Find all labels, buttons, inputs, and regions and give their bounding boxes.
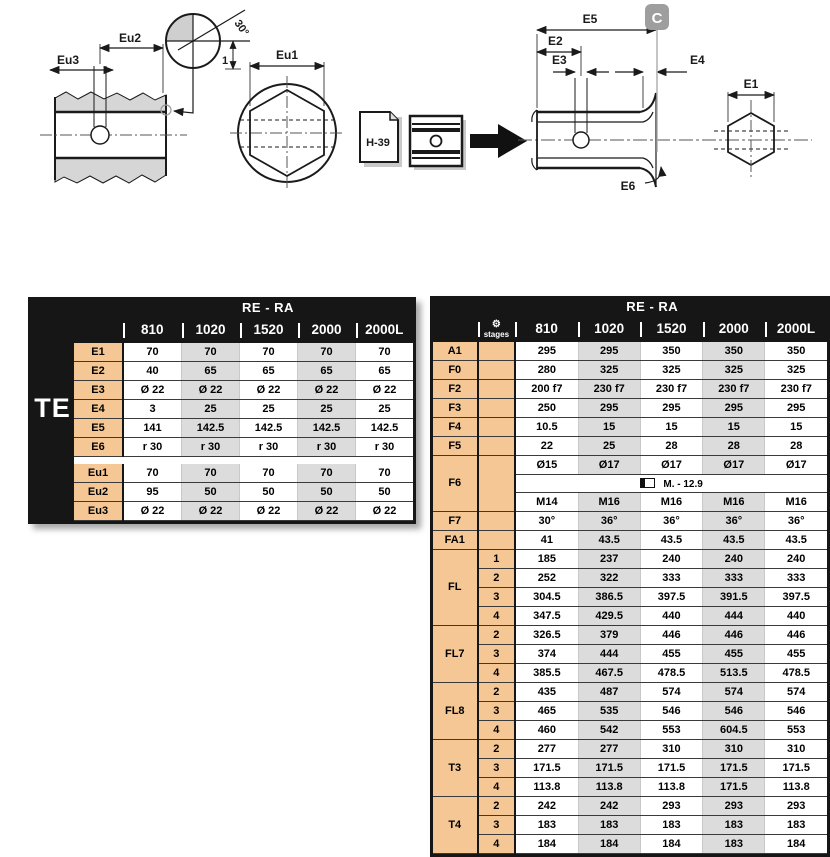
value-cell: Ø 22	[123, 502, 182, 521]
value-cell: 446	[640, 626, 702, 645]
row-label: E3	[74, 381, 123, 400]
value-cell: 43.5	[578, 531, 640, 550]
value-cell: 65	[240, 362, 298, 381]
value-cell: 513.5	[703, 664, 765, 683]
value-cell: 70	[123, 343, 182, 362]
value-cell: 240	[640, 550, 702, 569]
value-cell: 325	[640, 361, 702, 380]
dim-label-eu1: Eu1	[275, 48, 299, 62]
value-cell: 171.5	[578, 759, 640, 778]
dim-label-depth: 1	[222, 55, 229, 67]
value-cell: 41	[515, 531, 578, 550]
separator-row	[74, 457, 413, 465]
value-cell: 43.5	[703, 531, 765, 550]
value-cell: 36°	[703, 512, 765, 531]
value-cell: 10.5	[515, 418, 578, 437]
value-cell: M16	[703, 493, 765, 512]
value-cell: Ø17	[703, 456, 765, 475]
stage-cell: 2	[478, 797, 516, 816]
value-cell: 113.8	[765, 778, 827, 797]
header-spacer	[433, 316, 478, 342]
value-cell: 310	[765, 740, 827, 759]
screw-icon	[640, 478, 655, 488]
value-cell: 15	[640, 418, 702, 437]
column-header: 2000L	[356, 317, 414, 343]
value-cell: 455	[703, 645, 765, 664]
column-header: 1520	[240, 317, 298, 343]
value-cell: 28	[703, 437, 765, 456]
value-cell: 295	[578, 342, 640, 361]
value-cell: Ø17	[578, 456, 640, 475]
value-cell: 440	[765, 607, 827, 626]
value-cell: 43.5	[640, 531, 702, 550]
stage-cell: 4	[478, 778, 516, 797]
row-label: E2	[74, 362, 123, 381]
stage-cell: 3	[478, 759, 516, 778]
value-cell: 28	[765, 437, 827, 456]
value-cell: 70	[298, 464, 356, 483]
value-cell: 333	[703, 569, 765, 588]
value-cell: 325	[578, 361, 640, 380]
te-group-label: TE	[31, 297, 74, 521]
value-cell: 574	[703, 683, 765, 702]
value-cell: 280	[515, 361, 578, 380]
row-group-label: F3	[433, 399, 478, 418]
value-cell: 379	[578, 626, 640, 645]
value-cell: 325	[765, 361, 827, 380]
value-cell: 322	[578, 569, 640, 588]
screw-spec-text: M. - 12.9	[663, 478, 703, 490]
value-cell: Ø 22	[298, 502, 356, 521]
value-cell: 230 f7	[578, 380, 640, 399]
value-cell: r 30	[182, 438, 240, 457]
page-reference-label: H-39	[366, 137, 390, 149]
value-cell: 310	[640, 740, 702, 759]
row-group-label: FL8	[433, 683, 478, 740]
column-header: 2000	[703, 316, 765, 342]
value-cell: 70	[356, 343, 414, 362]
value-cell: 310	[703, 740, 765, 759]
value-cell: 326.5	[515, 626, 578, 645]
technical-diagram	[0, 0, 830, 240]
value-cell: 184	[578, 835, 640, 854]
value-cell: 435	[515, 683, 578, 702]
value-cell: 230 f7	[703, 380, 765, 399]
value-cell: 70	[240, 343, 298, 362]
value-cell: 30°	[515, 512, 578, 531]
value-cell: 113.8	[578, 778, 640, 797]
value-cell: 50	[240, 483, 298, 502]
dim-label-angle: 30°	[231, 17, 251, 39]
header-spacer	[74, 297, 123, 317]
value-cell: M14	[515, 493, 578, 512]
value-cell: Ø 22	[123, 381, 182, 400]
value-cell: 15	[703, 418, 765, 437]
stage-cell: 4	[478, 721, 516, 740]
value-cell: Ø 22	[356, 502, 414, 521]
value-cell: 200 f7	[515, 380, 578, 399]
column-header: 2000	[298, 317, 356, 343]
value-cell: 385.5	[515, 664, 578, 683]
value-cell: 397.5	[765, 588, 827, 607]
dim-label-e3: E3	[552, 53, 567, 67]
value-cell: 574	[640, 683, 702, 702]
value-cell: 553	[765, 721, 827, 740]
value-cell: 171.5	[703, 778, 765, 797]
stage-cell: 3	[478, 702, 516, 721]
row-group-label: F7	[433, 512, 478, 531]
stage-cell	[478, 399, 516, 418]
row-group-label: T3	[433, 740, 478, 797]
value-cell: 465	[515, 702, 578, 721]
value-cell: 40	[123, 362, 182, 381]
value-cell: 293	[765, 797, 827, 816]
value-cell: M16	[578, 493, 640, 512]
row-group-label: FL7	[433, 626, 478, 683]
bushing-block-icon	[410, 116, 466, 170]
value-cell: 70	[182, 343, 240, 362]
value-cell: 242	[578, 797, 640, 816]
value-cell: 293	[703, 797, 765, 816]
value-cell: 230 f7	[765, 380, 827, 399]
value-cell: 25	[182, 400, 240, 419]
value-cell: 15	[578, 418, 640, 437]
value-cell: 65	[356, 362, 414, 381]
dim-label-e6: E6	[620, 179, 636, 193]
value-cell: Ø15	[515, 456, 578, 475]
value-cell: 553	[640, 721, 702, 740]
value-cell: 25	[240, 400, 298, 419]
stages-label: stages	[483, 329, 510, 339]
stage-cell	[478, 380, 516, 399]
value-cell: r 30	[356, 438, 414, 457]
value-cell: 250	[515, 399, 578, 418]
value-cell: 70	[298, 343, 356, 362]
value-cell: 374	[515, 645, 578, 664]
value-cell: 113.8	[515, 778, 578, 797]
value-cell: 70	[240, 464, 298, 483]
stage-cell: 3	[478, 816, 516, 835]
column-header: 810	[123, 317, 182, 343]
value-cell: Ø 22	[298, 381, 356, 400]
shaft-end-view	[230, 62, 345, 191]
value-cell: 171.5	[703, 759, 765, 778]
row-label: Eu2	[74, 483, 123, 502]
section-marker-label: C	[651, 10, 663, 27]
value-cell: 36°	[640, 512, 702, 531]
value-cell: 28	[640, 437, 702, 456]
dim-label-e5: E5	[582, 12, 598, 26]
value-cell: 25	[356, 400, 414, 419]
value-cell: 478.5	[765, 664, 827, 683]
value-cell: 444	[578, 645, 640, 664]
stage-cell: 3	[478, 645, 516, 664]
value-cell: M16	[765, 493, 827, 512]
header-spacer	[74, 317, 123, 343]
value-cell: 25	[578, 437, 640, 456]
stage-cell	[478, 437, 516, 456]
stage-cell	[478, 531, 516, 550]
value-cell: 350	[765, 342, 827, 361]
value-cell: 65	[182, 362, 240, 381]
value-cell: 444	[703, 607, 765, 626]
re-ra-dimensions-table	[430, 296, 830, 857]
value-cell: 295	[640, 399, 702, 418]
value-cell: 171.5	[640, 759, 702, 778]
row-group-label: F4	[433, 418, 478, 437]
value-cell: 325	[703, 361, 765, 380]
stage-cell: 2	[478, 626, 516, 645]
arrow-icon	[470, 124, 527, 158]
value-cell: 333	[765, 569, 827, 588]
dim-label-eu3: Eu3	[57, 53, 80, 67]
value-cell: 240	[703, 550, 765, 569]
value-cell: 478.5	[640, 664, 702, 683]
row-group-label: FL	[433, 550, 478, 626]
stage-cell	[478, 418, 516, 437]
value-cell: Ø 22	[356, 381, 414, 400]
value-cell: 185	[515, 550, 578, 569]
column-header: 1020	[578, 316, 640, 342]
merged-screw-spec-cell	[515, 475, 827, 493]
value-cell: 467.5	[578, 664, 640, 683]
value-cell: 43.5	[765, 531, 827, 550]
value-cell: 295	[765, 399, 827, 418]
value-cell: 113.8	[640, 778, 702, 797]
value-cell: Ø 22	[182, 502, 240, 521]
value-cell: 15	[765, 418, 827, 437]
value-cell: 142.5	[240, 419, 298, 438]
stage-cell: 2	[478, 569, 516, 588]
value-cell: 277	[578, 740, 640, 759]
value-cell: 65	[298, 362, 356, 381]
stage-cell: 4	[478, 607, 516, 626]
value-cell: 397.5	[640, 588, 702, 607]
stage-cell	[478, 361, 516, 380]
value-cell: 295	[703, 399, 765, 418]
value-cell: 142.5	[356, 419, 414, 438]
value-cell: 350	[640, 342, 702, 361]
value-cell: 535	[578, 702, 640, 721]
value-cell: 184	[765, 835, 827, 854]
value-cell: 293	[640, 797, 702, 816]
value-cell: 252	[515, 569, 578, 588]
stage-cell: 3	[478, 588, 516, 607]
value-cell: 183	[640, 816, 702, 835]
table-title: RE - RA	[123, 297, 413, 317]
row-group-label: F0	[433, 361, 478, 380]
value-cell: 25	[298, 400, 356, 419]
column-header: 810	[515, 316, 578, 342]
value-cell: 70	[182, 464, 240, 483]
value-cell: 440	[640, 607, 702, 626]
value-cell: 141	[123, 419, 182, 438]
row-group-label: F2	[433, 380, 478, 399]
value-cell: Ø17	[765, 456, 827, 475]
value-cell: 574	[765, 683, 827, 702]
value-cell: 50	[356, 483, 414, 502]
value-cell: 50	[182, 483, 240, 502]
value-cell: 295	[515, 342, 578, 361]
row-group-label: A1	[433, 342, 478, 361]
stage-cell: 1	[478, 550, 516, 569]
table-title: RE - RA	[478, 296, 828, 316]
value-cell: 333	[640, 569, 702, 588]
value-cell: 446	[703, 626, 765, 645]
value-cell: Ø 22	[240, 502, 298, 521]
value-cell: 455	[765, 645, 827, 664]
value-cell: 50	[298, 483, 356, 502]
value-cell: 183	[703, 816, 765, 835]
value-cell: 487	[578, 683, 640, 702]
stage-cell: 2	[478, 740, 516, 759]
value-cell: 142.5	[182, 419, 240, 438]
value-cell: 546	[765, 702, 827, 721]
row-label: Eu3	[74, 502, 123, 521]
value-cell: 184	[640, 835, 702, 854]
row-label: E4	[74, 400, 123, 419]
value-cell: 36°	[765, 512, 827, 531]
stage-cell: 4	[478, 664, 516, 683]
value-cell: 171.5	[765, 759, 827, 778]
value-cell: 70	[123, 464, 182, 483]
value-cell: r 30	[298, 438, 356, 457]
header-spacer	[433, 296, 478, 316]
value-cell: 460	[515, 721, 578, 740]
row-group-label: F6	[433, 456, 478, 512]
value-cell: 3	[123, 400, 182, 419]
value-cell: M16	[640, 493, 702, 512]
value-cell: 171.5	[515, 759, 578, 778]
value-cell: 277	[515, 740, 578, 759]
value-cell: 240	[765, 550, 827, 569]
value-cell: r 30	[123, 438, 182, 457]
value-cell: 391.5	[703, 588, 765, 607]
value-cell: 230 f7	[640, 380, 702, 399]
value-cell: 183	[515, 816, 578, 835]
row-group-label: FA1	[433, 531, 478, 550]
value-cell: Ø17	[640, 456, 702, 475]
value-cell: 455	[640, 645, 702, 664]
value-cell: 304.5	[515, 588, 578, 607]
stage-cell: 4	[478, 835, 516, 854]
dim-label-e2: E2	[548, 34, 563, 48]
stage-cell	[478, 342, 516, 361]
value-cell: Ø 22	[240, 381, 298, 400]
te-dimensions-table	[28, 297, 416, 524]
row-label: E1	[74, 343, 123, 362]
value-cell: 142.5	[298, 419, 356, 438]
value-cell: 546	[640, 702, 702, 721]
value-cell: 350	[703, 342, 765, 361]
hex-end-view	[714, 92, 788, 180]
value-cell: 22	[515, 437, 578, 456]
gear-icon: ⚙	[491, 318, 501, 330]
stage-cell: 2	[478, 683, 516, 702]
value-cell: 429.5	[578, 607, 640, 626]
row-label: E5	[74, 419, 123, 438]
dim-label-e1: E1	[743, 77, 759, 91]
value-cell: 183	[703, 835, 765, 854]
value-cell: 546	[703, 702, 765, 721]
row-label: Eu1	[74, 464, 123, 483]
value-cell: 237	[578, 550, 640, 569]
dim-label-eu2: Eu2	[119, 31, 142, 45]
value-cell: 386.5	[578, 588, 640, 607]
stage-cell	[478, 456, 516, 512]
value-cell: 542	[578, 721, 640, 740]
value-cell: 184	[515, 835, 578, 854]
value-cell: 95	[123, 483, 182, 502]
value-cell: 242	[515, 797, 578, 816]
value-cell: 70	[356, 464, 414, 483]
row-group-label: T4	[433, 797, 478, 854]
column-header: 1020	[182, 317, 240, 343]
value-cell: r 30	[240, 438, 298, 457]
value-cell: 347.5	[515, 607, 578, 626]
value-cell: 183	[765, 816, 827, 835]
stage-cell	[478, 512, 516, 531]
stages-column-header	[478, 316, 516, 342]
dim-label-e4: E4	[690, 53, 705, 67]
column-header: 2000L	[765, 316, 827, 342]
value-cell: 183	[578, 816, 640, 835]
column-header: 1520	[640, 316, 702, 342]
value-cell: 295	[578, 399, 640, 418]
value-cell: 36°	[578, 512, 640, 531]
value-cell: 446	[765, 626, 827, 645]
value-cell: Ø 22	[182, 381, 240, 400]
value-cell: 604.5	[703, 721, 765, 740]
row-group-label: F5	[433, 437, 478, 456]
row-label: E6	[74, 438, 123, 457]
